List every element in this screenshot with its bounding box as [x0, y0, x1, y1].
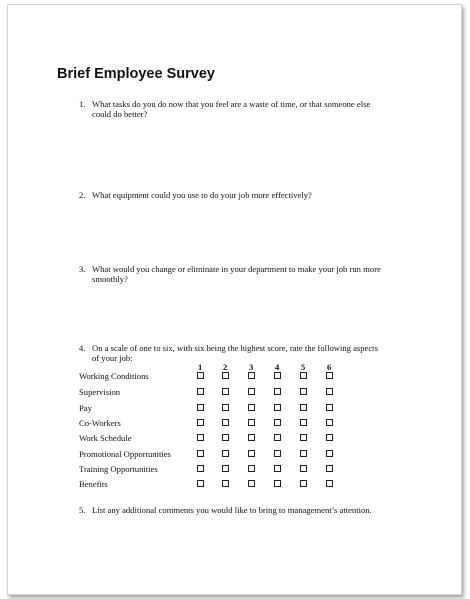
rating-checkbox-6[interactable]: [326, 388, 333, 395]
aspect-label: Co-Workers: [79, 418, 121, 428]
rating-row-training-opportunities: [0, 464, 470, 478]
rating-checkbox-1[interactable]: [197, 372, 204, 379]
rating-row-pay: [0, 403, 470, 417]
rating-checkbox-4[interactable]: [274, 419, 281, 426]
rating-checkbox-5[interactable]: [300, 434, 307, 441]
question-number: 5.: [79, 505, 86, 515]
scale-label-2: 2: [223, 362, 228, 372]
rating-checkbox-4[interactable]: [274, 372, 281, 379]
rating-row-co-workers: [0, 418, 470, 432]
rating-checkbox-4[interactable]: [274, 450, 281, 457]
aspect-label: Promotional Opportunities: [79, 449, 171, 459]
rating-checkbox-1[interactable]: [197, 480, 204, 487]
rating-checkbox-3[interactable]: [248, 480, 255, 487]
rating-checkbox-1[interactable]: [197, 465, 204, 472]
rating-checkbox-2[interactable]: [222, 450, 229, 457]
aspect-label: Supervision: [79, 387, 121, 397]
question-text: What would you change or eliminate in your department to make your job run more smoothly?: [92, 264, 381, 284]
rating-checkbox-6[interactable]: [326, 434, 333, 441]
scale-label-4: 4: [275, 362, 280, 372]
rating-row-promotional-opportunities: [0, 449, 470, 463]
rating-checkbox-3[interactable]: [248, 434, 255, 441]
question-text: What equipment could you use to do your job more effectively?: [92, 190, 312, 200]
question-text: List any additional comments you would like to bring to management’s attention.: [92, 505, 372, 515]
aspect-label: Work Schedule: [79, 433, 132, 443]
rating-checkbox-4[interactable]: [274, 404, 281, 411]
aspect-label: Training Opportunities: [79, 464, 158, 474]
scale-label-6: 6: [327, 362, 332, 372]
question-number: 1.: [79, 99, 86, 109]
rating-checkbox-4[interactable]: [274, 480, 281, 487]
scale-label-1: 1: [198, 362, 203, 372]
aspect-label: Working Conditions: [79, 371, 149, 381]
rating-checkbox-3[interactable]: [248, 388, 255, 395]
rating-checkbox-2[interactable]: [222, 480, 229, 487]
rating-checkbox-6[interactable]: [326, 465, 333, 472]
rating-checkbox-2[interactable]: [222, 419, 229, 426]
scale-label-5: 5: [301, 362, 306, 372]
rating-checkbox-5[interactable]: [300, 465, 307, 472]
question-text: What tasks do you do now that you feel are a waste of time, or that someone else could do better?: [92, 99, 371, 119]
rating-checkbox-4[interactable]: [274, 434, 281, 441]
rating-checkbox-4[interactable]: [274, 388, 281, 395]
rating-row-supervision: [0, 387, 470, 401]
rating-checkbox-3[interactable]: [248, 372, 255, 379]
rating-checkbox-6[interactable]: [326, 404, 333, 411]
rating-checkbox-1[interactable]: [197, 404, 204, 411]
question-number: 4.: [79, 343, 86, 353]
rating-checkbox-3[interactable]: [248, 404, 255, 411]
rating-checkbox-6[interactable]: [326, 372, 333, 379]
rating-checkbox-2[interactable]: [222, 372, 229, 379]
rating-checkbox-5[interactable]: [300, 480, 307, 487]
rating-checkbox-5[interactable]: [300, 450, 307, 457]
scale-label-3: 3: [249, 362, 254, 372]
question-number: 2.: [79, 190, 86, 200]
rating-checkbox-3[interactable]: [248, 450, 255, 457]
rating-checkbox-6[interactable]: [326, 480, 333, 487]
rating-checkbox-6[interactable]: [326, 419, 333, 426]
rating-row-working-conditions: [0, 371, 470, 385]
rating-checkbox-2[interactable]: [222, 434, 229, 441]
rating-checkbox-6[interactable]: [326, 450, 333, 457]
rating-checkbox-5[interactable]: [300, 404, 307, 411]
rating-checkbox-1[interactable]: [197, 450, 204, 457]
rating-checkbox-2[interactable]: [222, 404, 229, 411]
rating-checkbox-5[interactable]: [300, 419, 307, 426]
rating-row-benefits: [0, 479, 470, 493]
rating-checkbox-4[interactable]: [274, 465, 281, 472]
survey-title: Brief Employee Survey: [57, 66, 215, 82]
rating-checkbox-5[interactable]: [300, 388, 307, 395]
rating-checkbox-1[interactable]: [197, 388, 204, 395]
rating-checkbox-5[interactable]: [300, 372, 307, 379]
rating-checkbox-2[interactable]: [222, 465, 229, 472]
aspect-label: Pay: [79, 403, 92, 413]
rating-checkbox-3[interactable]: [248, 465, 255, 472]
aspect-label: Benefits: [79, 479, 108, 489]
question-text: On a scale of one to six, with six being the highest score, rate the following aspects of your job:: [92, 343, 378, 363]
question-number: 3.: [79, 264, 86, 274]
rating-checkbox-1[interactable]: [197, 419, 204, 426]
rating-row-work-schedule: [0, 433, 470, 447]
rating-checkbox-1[interactable]: [197, 434, 204, 441]
rating-checkbox-3[interactable]: [248, 419, 255, 426]
rating-checkbox-2[interactable]: [222, 388, 229, 395]
